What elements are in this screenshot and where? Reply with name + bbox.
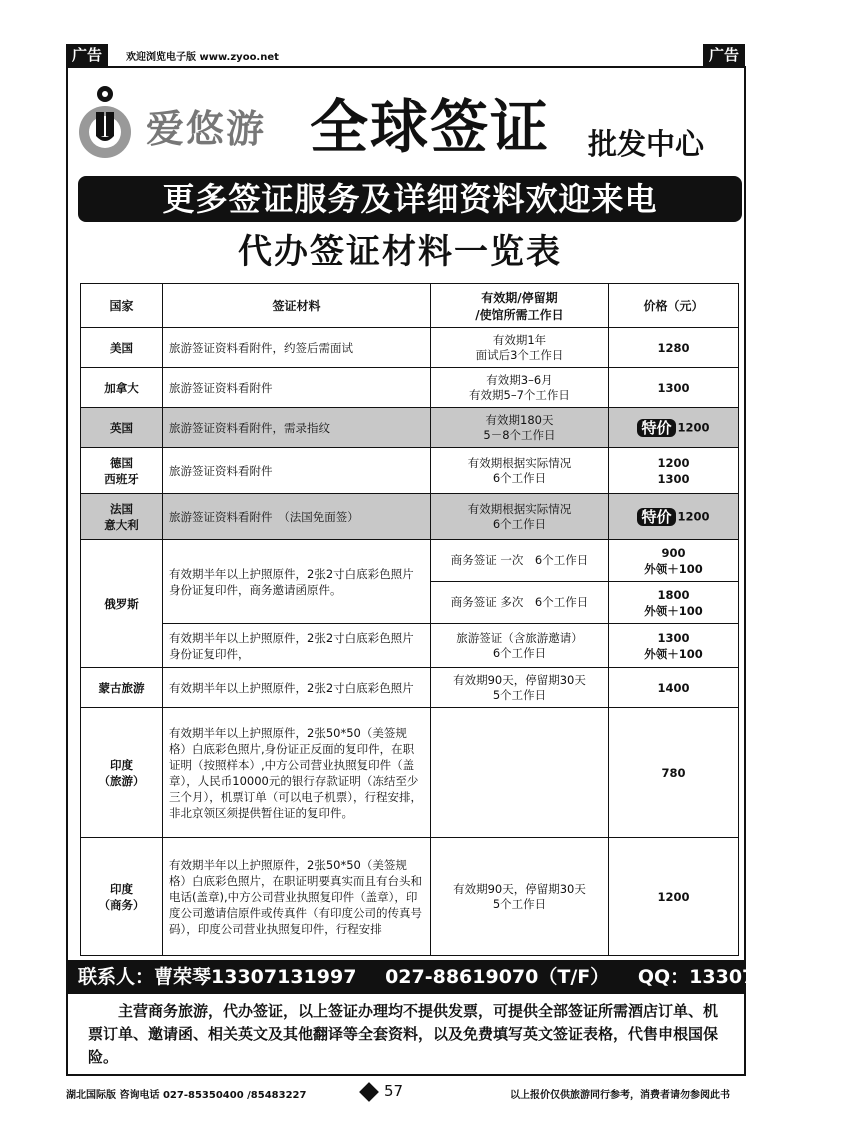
validity-cell: 商务签证 一次 6个工作日 [431,540,609,582]
country-line: 印度 [110,757,133,772]
validity-cell [431,668,609,708]
price-line: 外领＋100 [644,561,703,576]
validity-cell [431,708,609,838]
validity-line: 有效期90天，停留期30天 [453,672,586,687]
header-price: 价格（元） [609,284,739,328]
country-cell: 俄罗斯 [81,540,163,668]
country-line: 德国 [110,455,133,470]
table-row-us [81,328,739,368]
table-row-ru-business-once [81,540,739,582]
validity-line: 6个工作日 [492,516,547,531]
price-cell [609,540,739,582]
price-line: 1300 [657,471,690,486]
material-cell: 有效期半年以上护照原件，2张2寸白底彩色照片 [163,668,431,708]
price-line: 1300 [657,630,690,645]
visa-price-table [80,283,739,956]
country-cell [81,838,163,956]
price-cell [609,582,739,624]
material-cell: 有效期半年以上护照原件，2张50*50（美签规格）白底彩色照片,身份证正反面的复印件，在职证明（按照样本）,中方公司营业执照复印件（盖章），人民币10000元的银行存款证明（冻结至少三个月），机票订单（可以电子机票），行程安排，非北京领区须提供暂住证的复印件。 [163,708,431,838]
validity-cell [431,448,609,494]
material-cell: 有效期半年以上护照原件，2张2寸白底彩色照片身份证复印件，商务邀请函原件。 [163,540,431,624]
contact-qq: QQ：13307131997 [637,966,835,988]
footer-disclaimer: 以上报价仅供旅游同行参考，消费者请勿参阅此书 [510,1090,730,1101]
page-number [362,1082,403,1100]
validity-line: 有效期5–7个工作日 [469,387,570,402]
validity-cell: 商务签证 多次 6个工作日 [431,582,609,624]
validity-line: 有效期根据实际情况 [467,455,572,470]
validity-line: 6个工作日 [492,470,547,485]
table-row-in-tour [81,708,739,838]
validity-line: 有效期180天 [485,412,554,427]
table-row-fr-it [81,494,739,540]
country-cell: 加拿大 [81,368,163,408]
validity-line: 5个工作日 [492,687,547,702]
ad-label-right: 广告 [703,44,745,66]
validity-line: 旅游签证（含旅游邀请） [456,630,583,645]
price-line: 外领＋100 [644,603,703,618]
price-line: 外领＋100 [644,646,703,661]
validity-line: 面试后3个工作日 [475,347,564,362]
business-summary: 主营商务旅游，代办签证，以上签证办理均不提供发票，可提供全部签证所需酒店订单、机票订单、邀请函、相关英文及其他翻译等全套资料，以及免费填写英文签证表格，代售申根国保险。 [88,1002,719,1066]
country-line: 西班牙 [104,471,139,486]
price-line: 1200 [657,455,690,470]
info-banner: 更多签证服务及详细资料欢迎来电 [78,176,742,222]
price-cell [609,408,739,448]
table-title: 代办签证材料一览表 [238,232,562,272]
price-line: 900 [661,545,686,560]
header-validity [431,284,609,328]
table-row-mn [81,668,739,708]
validity-cell [431,494,609,540]
validity-cell [431,368,609,408]
material-cell: 旅游签证资料看附件 [163,368,431,408]
main-subtitle: 批发中心 [588,127,705,161]
material-cell: 有效期半年以上护照原件，2张50*50（美签规格）白底彩色照片，在职证明要真实而且有台头和电话(盖章),中方公司营业执照复印件（盖章），印度公司邀请信原件或传真件（有印度公司的传真号码），印度公司营业执照复印件，行程安排 [163,838,431,956]
material-cell: 旅游签证资料看附件 [163,448,431,494]
ad-label-left: 广告 [66,44,108,66]
price-cell: 1280 [609,328,739,368]
validity-line: 5－8个工作日 [483,427,556,442]
price-cell [609,494,739,540]
validity-cell [431,328,609,368]
country-line: 意大利 [104,517,139,532]
country-line: （旅游） [98,773,145,788]
price-line: 1800 [657,587,690,602]
contact-bar [68,960,835,994]
special-price-badge: 特价 [637,508,675,526]
country-line: 印度 [110,881,133,896]
footer-hotline: 湖北国际版 咨询电话 027-85350400 /85483227 [66,1090,307,1101]
table-row-uk [81,408,739,448]
header-validity-line1: 有效期/停留期 [481,290,558,305]
validity-line: 有效期90天，停留期30天 [453,881,586,896]
material-cell: 有效期半年以上护照原件，2张2寸白底彩色照片身份证复印件， [163,624,431,668]
country-cell: 英国 [81,408,163,448]
country-cell [81,708,163,838]
country-cell: 蒙古旅游 [81,668,163,708]
header-country: 国家 [81,284,163,328]
table-header-row [81,284,739,328]
country-cell [81,494,163,540]
page-number-value: 57 [384,1082,404,1100]
contact-person: 联系人：曹荣琴13307131997 [78,966,357,988]
brand-name: 爱悠游 [146,106,267,151]
country-cell: 美国 [81,328,163,368]
validity-line: 5个工作日 [492,896,547,911]
price-cell [609,624,739,668]
country-cell [81,448,163,494]
validity-line: 有效期根据实际情况 [467,501,572,516]
price-cell [609,448,739,494]
validity-cell [431,838,609,956]
material-cell: 旅游签证资料看附件 （法国免面签） [163,494,431,540]
price-cell: 1400 [609,668,739,708]
main-title: 全球签证 [310,93,551,161]
material-cell: 旅游签证资料看附件，约签后需面试 [163,328,431,368]
table-row-ru-tourist [81,624,739,668]
diamond-icon [359,1082,379,1102]
validity-cell [431,408,609,448]
material-cell: 旅游签证资料看附件，需录指纹 [163,408,431,448]
validity-line: 有效期1年 [492,332,547,347]
country-line: （商务） [98,897,145,912]
table-row-in-biz [81,838,739,956]
price-cell: 780 [609,708,739,838]
table-row-ca [81,368,739,408]
country-line: 法国 [110,501,133,516]
special-price-badge: 特价 [637,419,675,437]
validity-line: 有效期3–6月 [486,372,553,387]
table-row-de-es [81,448,739,494]
brand-logo-icon [76,80,134,160]
header-validity-line2: /使馆所需工作日 [475,307,564,322]
header-material: 签证材料 [163,284,431,328]
price-value: 1200 [677,420,710,434]
website-url: 欢迎浏览电子版 www.zyoo.net [126,52,279,63]
price-cell: 1200 [609,838,739,956]
validity-line: 6个工作日 [492,645,547,660]
price-cell: 1300 [609,368,739,408]
validity-cell [431,624,609,668]
contact-phone: 027-88619070（T/F） [385,966,610,988]
price-value: 1200 [677,509,710,523]
